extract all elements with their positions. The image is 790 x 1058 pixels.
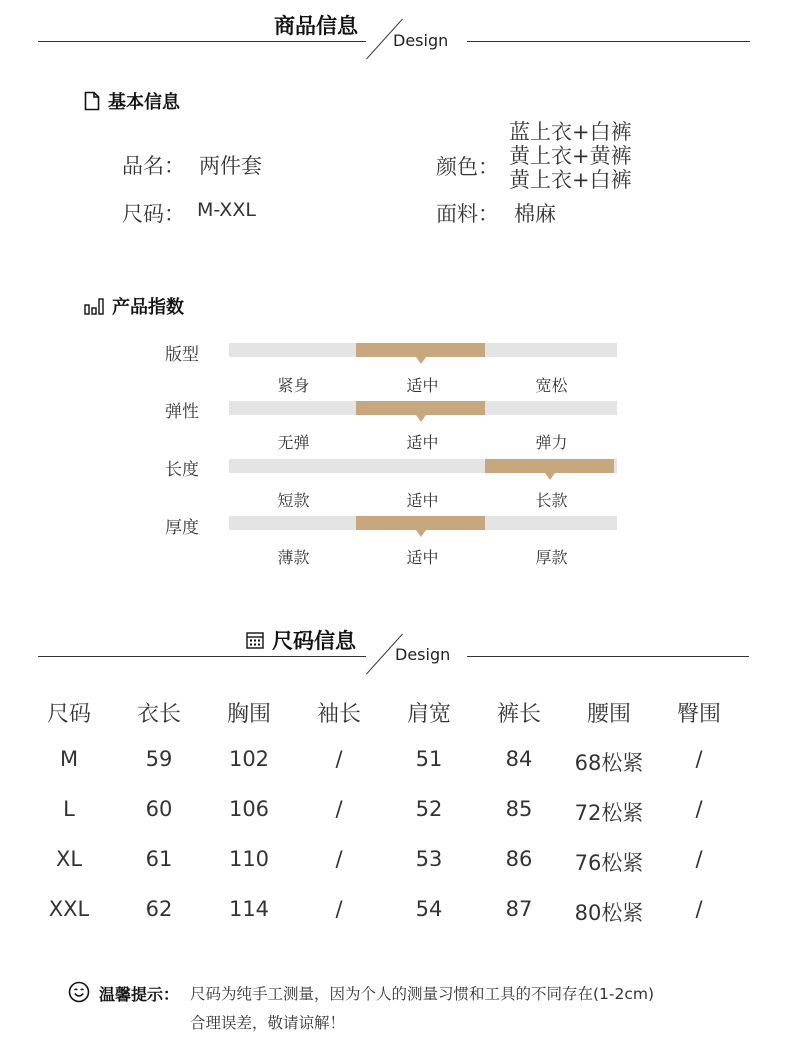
index-option: 宽松: [535, 376, 568, 395]
index-option: 适中: [406, 548, 439, 567]
product-name-label: 品名：: [122, 154, 185, 178]
table-cell: 114: [228, 897, 270, 921]
table-cell: /: [695, 897, 703, 921]
note-line-2: 合理误差，敬请谅解！: [190, 1014, 346, 1032]
table-header-cell: 尺码: [46, 702, 91, 727]
note-line-1: 尺码为纯手工测量，因为个人的测量习惯和工具的不同存在(1-2cm): [190, 985, 655, 1003]
table-cell: 52: [415, 797, 443, 821]
table-cell: 85: [505, 797, 533, 821]
table-cell: 86: [505, 847, 533, 871]
index-indicator: [356, 516, 485, 530]
size-info-heading: [246, 625, 356, 655]
index-track: [229, 343, 617, 357]
index-option: 适中: [406, 491, 439, 510]
index-option: 弹力: [535, 433, 568, 452]
table-cell: 84: [505, 747, 533, 771]
index-indicator: [356, 343, 485, 357]
color-values: [509, 120, 632, 192]
index-track: [229, 459, 617, 473]
grid-icon: [246, 631, 264, 649]
index-option: 适中: [406, 376, 439, 395]
table-header-cell: 臀围: [676, 702, 721, 727]
table-cell: /: [335, 847, 343, 871]
basic-info-heading: [84, 88, 180, 114]
table-cell: L: [63, 797, 75, 821]
table-cell: 76松紧: [574, 851, 644, 875]
fabric-value: 棉麻: [514, 202, 556, 226]
table-cell: 51: [415, 747, 443, 771]
note-label: [99, 982, 179, 1005]
table-cell: XXL: [48, 897, 90, 921]
size-range-label: 尺码：: [122, 202, 185, 226]
table-cell: /: [335, 747, 343, 771]
table-cell: 80松紧: [574, 901, 644, 925]
table-cell: 53: [415, 847, 443, 871]
header-rule-right: [467, 41, 750, 42]
table-cell: /: [695, 797, 703, 821]
section-subtitle: Design: [395, 645, 451, 664]
index-label: 弹性: [165, 402, 199, 422]
index-option: 紧身: [277, 376, 310, 395]
table-cell: M: [59, 747, 79, 771]
smile-icon: [68, 981, 90, 1007]
header-rule-left: [38, 656, 366, 657]
table-cell: /: [335, 897, 343, 921]
basic-info-title: 基本信息: [108, 92, 180, 113]
table-header-cell: 袖长: [316, 702, 361, 727]
product-index-heading: [84, 293, 184, 319]
color-value: 黄上衣+黄裤: [509, 144, 632, 168]
table-cell: /: [335, 797, 343, 821]
index-label: 长度: [165, 460, 199, 480]
table-cell: 59: [145, 747, 173, 771]
table-cell: 87: [505, 897, 533, 921]
index-option: 无弹: [277, 433, 310, 452]
index-track: [229, 401, 617, 415]
index-track: [229, 516, 617, 530]
header-rule-right: [467, 656, 749, 657]
bar-chart-icon: [84, 297, 104, 315]
color-value: 蓝上衣+白裤: [509, 120, 632, 144]
index-label: 厚度: [165, 518, 199, 538]
note-label-text: 温馨提示：: [99, 985, 180, 1004]
table-header-cell: 腰围: [586, 702, 631, 727]
table-cell: 54: [415, 897, 443, 921]
color-label: 颜色：: [436, 155, 499, 179]
index-indicator: [485, 459, 614, 473]
table-cell: 68松紧: [574, 751, 644, 775]
product-name-value: 两件套: [199, 154, 262, 178]
table-cell: /: [695, 747, 703, 771]
table-header-cell: 胸围: [226, 702, 271, 727]
table-cell: /: [695, 847, 703, 871]
section-subtitle: Design: [393, 31, 449, 50]
index-option: 厚款: [535, 548, 568, 567]
index-option: 短款: [277, 491, 310, 510]
table-cell: 61: [145, 847, 173, 871]
table-cell: 62: [145, 897, 173, 921]
table-cell: 106: [228, 797, 270, 821]
table-header-cell: 裤长: [496, 702, 541, 727]
product-index-title: 产品指数: [112, 297, 184, 318]
table-header-cell: 肩宽: [406, 702, 451, 727]
table-cell: XL: [55, 847, 83, 871]
size-info-title: 尺码信息: [272, 629, 356, 653]
table-cell: 60: [145, 797, 173, 821]
fabric-label: 面料：: [436, 202, 499, 226]
section-title: 商品信息: [274, 14, 358, 38]
index-indicator: [356, 401, 485, 415]
index-option: 薄款: [277, 548, 310, 567]
table-header-cell: 衣长: [136, 702, 181, 727]
table-cell: 110: [228, 847, 270, 871]
table-cell: 72松紧: [574, 801, 644, 825]
index-label: 版型: [165, 345, 199, 365]
index-option: 适中: [406, 433, 439, 452]
size-range-value: M-XXL: [197, 199, 256, 221]
document-icon: [84, 91, 100, 111]
index-option: 长款: [535, 491, 568, 510]
header-rule-left: [38, 41, 366, 42]
color-value: 黄上衣+白裤: [509, 168, 632, 192]
table-cell: 102: [228, 747, 270, 771]
